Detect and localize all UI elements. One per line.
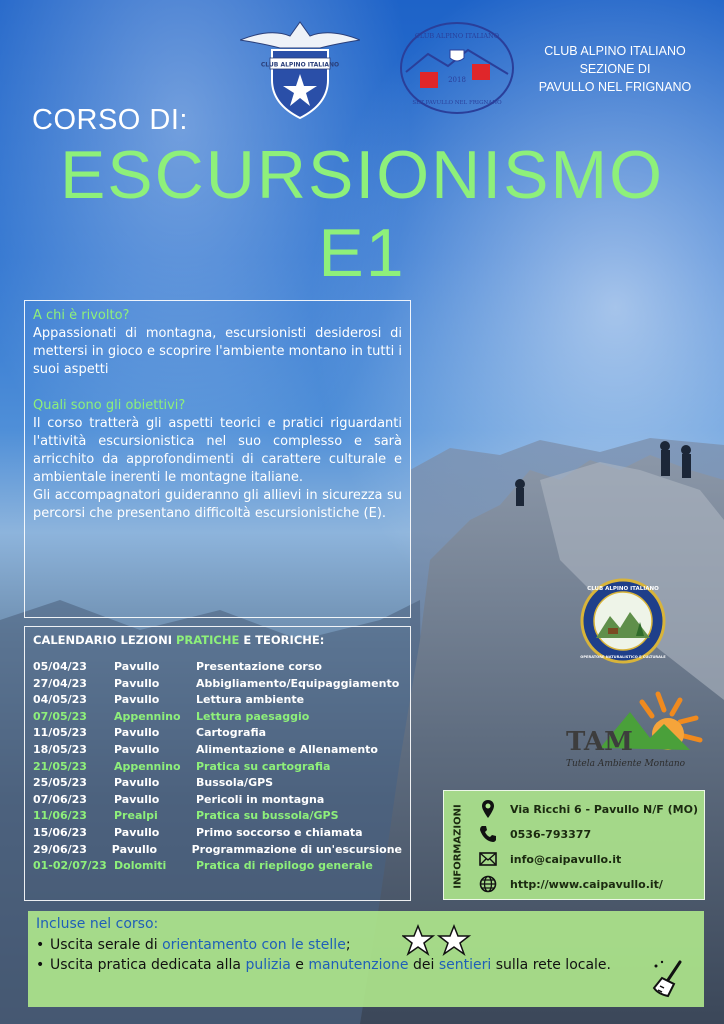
- calendar-topic: Lettura ambiente: [196, 693, 305, 707]
- contact-address: [478, 799, 698, 819]
- contact-web: [478, 874, 663, 894]
- badge-text: CLUB ALPINO ITALIANO: [587, 586, 659, 592]
- calendar-box: [24, 626, 411, 901]
- included-item-stars: • Uscita serale di orientamento con le stelle;: [36, 935, 696, 955]
- course-level: E1: [318, 215, 406, 291]
- calendar-row: [33, 676, 402, 693]
- calendar-date: 11/06/23: [33, 809, 87, 823]
- calendar-topic: Pericoli in montagna: [196, 792, 325, 806]
- contact-phone: [478, 824, 591, 844]
- calendar-topic: Abbigliamento/Equipaggiamento: [196, 676, 400, 690]
- badge-subtext: OPERATORE NATURALISTICO E CULTURALE: [580, 655, 666, 659]
- calendar-place: Pavullo: [114, 726, 160, 740]
- cai-eagle-logo: [240, 18, 360, 122]
- globe-icon: [478, 874, 498, 894]
- calendar-row: [33, 742, 402, 759]
- organization-block: [520, 42, 710, 96]
- calendar-row: [33, 808, 402, 825]
- calendar-place: Pavullo: [114, 660, 160, 673]
- calendar-heading: [33, 633, 402, 647]
- calendar-row: [33, 709, 402, 726]
- calendar-date: 21/05/23: [33, 759, 87, 773]
- calendar-place: Pavullo: [114, 742, 160, 756]
- calendar-row: [33, 825, 402, 842]
- address-text: Via Ricchi 6 - Pavullo N/F (MO): [510, 802, 698, 816]
- calendar-place: Pavullo: [114, 676, 160, 690]
- included-item-trails: • Uscita pratica dedicata alla pulizia e manutenzione dei sentieri sulla rete locale.: [36, 955, 696, 975]
- calendar-list: [33, 659, 402, 875]
- calendar-date: 25/05/23: [33, 776, 87, 790]
- sezione-logo-year: 2018: [448, 76, 466, 84]
- calendar-date: 07/05/23: [33, 709, 87, 723]
- calendar-date: 11/05/23: [33, 726, 87, 740]
- calendar-topic: Pratica su cartografia: [196, 759, 331, 773]
- course-title: ESCURSIONISMO: [59, 137, 665, 213]
- calendar-row: [33, 659, 402, 676]
- calendar-place: Pavullo: [114, 776, 160, 790]
- calendar-row: [33, 725, 402, 742]
- tam-logo-text: TAM: [566, 727, 633, 757]
- question-target-audience: A chi è rivolto?: [33, 308, 130, 323]
- calendar-topic: Presentazione corso: [196, 660, 322, 673]
- calendar-date: 07/06/23: [33, 792, 87, 806]
- broom-icon: [650, 958, 690, 998]
- calendar-place: Dolomiti: [114, 859, 167, 873]
- contacts-box: [443, 790, 705, 900]
- location-icon: [478, 799, 498, 819]
- calendar-topic: Programmazione di un'escursione: [191, 842, 402, 856]
- tam-logo: [560, 688, 710, 774]
- sezione-pavullo-logo: [398, 20, 516, 116]
- calendar-place: Pavullo: [114, 693, 160, 707]
- stars-icon: [402, 923, 472, 959]
- org-line-3: PAVULLO NEL FRIGNANO: [538, 80, 692, 94]
- org-line-1: CLUB ALPINO ITALIANO: [544, 44, 686, 58]
- phone-text[interactable]: 0536-793377: [510, 827, 592, 841]
- calendar-place: Prealpi: [114, 809, 158, 823]
- calendar-row: [33, 792, 402, 809]
- calendar-row: [33, 775, 402, 792]
- calendar-topic: Alimentazione e Allenamento: [196, 742, 378, 756]
- calendar-topic: Pratica di riepilogo generale: [196, 859, 373, 873]
- calendar-row: [33, 842, 402, 859]
- calendar-row: [33, 858, 402, 875]
- mail-icon: [478, 849, 498, 869]
- question-objectives: Quali sono gli obiettivi?: [33, 398, 186, 413]
- course-label: CORSO DI:: [32, 104, 188, 136]
- course-info-box: [24, 300, 411, 618]
- calendar-heading-part-3: E TEORICHE:: [239, 633, 325, 647]
- tam-logo-subtext: Tutela Ambiente Montano: [566, 759, 686, 769]
- included-box: [28, 911, 704, 1007]
- calendar-row: [33, 692, 402, 709]
- calendar-date: 18/05/23: [33, 742, 87, 756]
- calendar-date: 01-02/07/23: [33, 859, 107, 873]
- answer-guides: Gli accompagnatori guideranno gli allievi in sicurezza su percorsi che presentano difficoltà escursionistiche (E).: [33, 488, 402, 521]
- website-link[interactable]: http://www.caipavullo.it/: [510, 877, 663, 891]
- calendar-place: Appennino: [114, 759, 181, 773]
- calendar-place: Pavullo: [114, 825, 160, 839]
- calendar-date: 05/04/23: [33, 660, 87, 673]
- email-link[interactable]: info@caipavullo.it: [510, 852, 622, 866]
- answer-target-audience: Appassionati di montagna, escursionisti desiderosi di mettersi in gioco e scoprire l'ambiente montano in tutti i suoi aspetti: [33, 326, 402, 377]
- calendar-topic: Lettura paesaggio: [196, 709, 310, 723]
- calendar-topic: Bussola/GPS: [196, 776, 274, 790]
- calendar-heading-part-1: CALENDARIO LEZIONI: [33, 633, 176, 647]
- calendar-topic: Primo soccorso e chiamata: [196, 825, 363, 839]
- calendar-place: Appennino: [114, 709, 181, 723]
- calendar-row: [33, 759, 402, 776]
- included-title: Incluse nel corso:: [36, 916, 159, 932]
- sezione-logo-text-bottom: SEZ.PAVULLO NEL FRIGNANO: [412, 100, 502, 106]
- calendar-date: 29/06/23: [33, 842, 87, 856]
- calendar-heading-practical: PRATICHE: [176, 633, 240, 647]
- answer-objectives: Il corso tratterà gli aspetti teorici e pratici riguardanti l'attività escursionistica nel suo complesso e sarà arricchito da approfondimenti di carattere culturale e ambientale inerenti le montagne italiane.: [33, 416, 402, 485]
- sezione-logo-text-top: CLUB ALPINO ITALIANO: [414, 32, 500, 40]
- calendar-date: 27/04/23: [33, 676, 87, 690]
- calendar-place: Pavullo: [111, 842, 158, 856]
- calendar-place: Pavullo: [114, 792, 160, 806]
- cai-logo-text: CLUB ALPINO ITALIANO: [260, 61, 340, 69]
- org-line-2: SEZIONE DI: [579, 62, 651, 76]
- calendar-date: 15/06/23: [33, 825, 87, 839]
- calendar-topic: Pratica su bussola/GPS: [196, 809, 339, 823]
- naturalistic-operator-badge: [580, 578, 666, 664]
- phone-icon: [478, 824, 498, 844]
- calendar-topic: Cartografia: [196, 726, 267, 740]
- contacts-label: INFORMAZIONI: [452, 803, 464, 889]
- contact-email: [478, 849, 621, 869]
- calendar-date: 04/05/23: [33, 693, 87, 707]
